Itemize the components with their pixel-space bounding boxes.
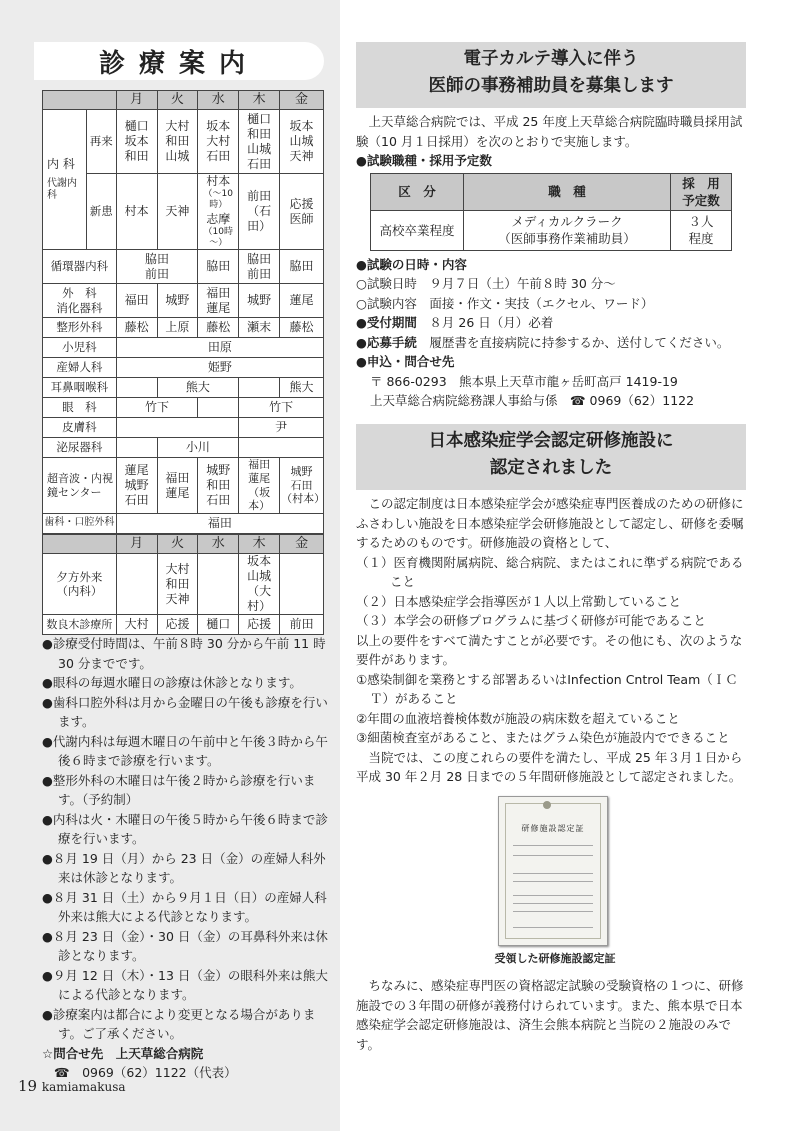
note-item: ●診療受付時間は、午前８時 30 分から午前 11 時 30 分までです。	[42, 636, 326, 671]
doctor-cell	[116, 418, 239, 438]
doctor-cell: 福田	[116, 514, 323, 534]
doctor-cell: 前田	[280, 615, 324, 635]
day-header: 月	[116, 535, 157, 554]
certificate-line	[513, 927, 593, 928]
job-type-heading: ●試験職種・採用予定数	[356, 153, 492, 168]
dept-label: 内 科	[47, 156, 75, 171]
note-item: ●９月 12 日（木）・13 日（金）の眼科外来は熊大による代診となります。	[42, 967, 328, 1002]
dept-label: 数良木診療所	[43, 615, 117, 635]
doctor-cell: 蓮尾 城野 石田	[116, 458, 157, 514]
doctor-cell: 応援 医師	[280, 174, 324, 250]
certificate-line	[513, 855, 593, 856]
doctor-cell: 田原	[116, 338, 323, 358]
exam-content: ○試験内容 面接・作文・実技（エクセル、ワード）	[356, 295, 654, 311]
doctor-cell	[280, 554, 324, 615]
doctor-cell: 尹	[239, 418, 324, 438]
doctor-cell	[198, 554, 239, 615]
doctor-cell: 城野	[239, 284, 280, 318]
notes-list	[42, 634, 332, 1083]
note-item: ●眼科の毎週水曜日の診療は休診となります。	[42, 675, 302, 690]
certificate-title: 研修施設認定証	[521, 824, 585, 833]
visit-type: 再来	[86, 110, 116, 174]
requirement-item: （１）医育機関附属病院、総合病院、またはこれに準ずる病院であること	[356, 554, 744, 589]
dept-label-line: 夕方外来	[56, 569, 103, 584]
recruit-section	[356, 112, 746, 411]
doctor-cell: 竹下	[116, 398, 198, 418]
day-header: 木	[239, 535, 280, 554]
magazine-name: kamiamakusa	[41, 1080, 126, 1094]
table-row	[43, 110, 324, 174]
dept-label: 代謝内科	[47, 177, 77, 201]
certificate-line	[513, 873, 593, 874]
certificate-line	[513, 911, 593, 912]
note-item: ●８月 31 日（土）から９月１日（日）の産婦人科外来は熊大による代診となります。	[42, 889, 327, 924]
table-row	[43, 438, 324, 458]
doctor-cell: 坂本 大村 石田	[198, 110, 239, 174]
doctor-cell: 城野 石田 （村本）	[280, 458, 324, 514]
note-item: ●整形外科の木曜日は午後２時から診療を行います。（予約制）	[42, 772, 316, 807]
doctor-cell: 熊大	[280, 378, 324, 398]
job-header: 職 種	[464, 173, 671, 210]
dept-label	[43, 554, 117, 615]
dept-label: 超音波・内視鏡センター	[43, 458, 117, 514]
procedure-label: ●応募手続	[356, 334, 417, 350]
corner-cell	[43, 91, 117, 110]
other-requirement: ①感染制御を業務とする部署あるいはInfection Cntrol Team（ＩＣＴ）があること	[356, 671, 738, 706]
doctor-cell: 福田 蓮尾	[157, 458, 198, 514]
dept-label: 眼 科	[43, 398, 117, 418]
dept-label-line: （内科）	[56, 584, 103, 598]
doctor-cell: 小川	[157, 438, 239, 458]
dept-label: 皮膚科	[43, 418, 117, 438]
doctor-cell	[198, 174, 239, 250]
page-number	[18, 1077, 126, 1095]
doctor-cell: 坂本 山城 （大村）	[239, 554, 280, 615]
dept-naika	[43, 110, 87, 250]
doctor-cell: 大村 和田 天神	[157, 554, 198, 615]
procedure-value: 履歴書を直接病院に持参するか、送付してください。	[416, 334, 730, 350]
table-row	[43, 535, 324, 554]
contact-dept: 上天草総合病院総務課人事給与係 ☎ 0969（62）1122	[370, 393, 695, 408]
application-procedure	[356, 333, 746, 353]
time-note: （10時～）	[203, 226, 233, 248]
doctor-cell	[239, 378, 280, 398]
day-header: 木	[239, 91, 280, 110]
contact-tel: ☎ 0969（62）1122（代表）	[54, 1065, 237, 1080]
certificate-line	[513, 903, 593, 904]
note-item: ●診療案内は都合により変更となる場合があります。ご了承ください。	[42, 1006, 316, 1041]
certificate-line	[513, 881, 593, 882]
table-row	[43, 398, 324, 418]
doctor-cell: 城野 和田 石田	[198, 458, 239, 514]
requirement-item: （３）本学会の研修プログラムに基づく研修が可能であること	[356, 613, 706, 628]
dept-label: 整形外科	[43, 318, 117, 338]
doctor-cell: 藤松	[116, 318, 157, 338]
table-row	[43, 615, 324, 635]
heading-line: 医師の事務補助員を募集します	[428, 76, 674, 96]
doctor-cell: 熊大	[157, 378, 239, 398]
doctor-cell: 天神	[157, 174, 198, 250]
dept-label: 産婦人科	[43, 358, 117, 378]
doctor-cell: 藤松	[280, 318, 324, 338]
day-header: 月	[116, 91, 157, 110]
schedule-heading: ●試験の日時・内容	[356, 256, 467, 272]
table-row	[43, 458, 324, 514]
note-item: ●内科は火・木曜日の午後５時から午後６時まで診療を行います。	[42, 811, 328, 846]
table-row	[43, 284, 324, 318]
doctor-cell: 樋口	[198, 615, 239, 635]
job-cell: 高校卒業程度	[371, 210, 464, 250]
page-number-value: 19	[18, 1077, 38, 1095]
doctor-cell: 坂本 山城 天神	[280, 110, 324, 174]
doctor-name: 村本	[206, 174, 231, 188]
certification-section	[356, 494, 746, 787]
note-item: ●歯科口腔外科は月から金曜日の午後も診療を行います。	[42, 694, 328, 729]
closing-text: ちなみに、感染症専門医の資格認定試験の受験資格の１つに、研修施設での３年間の研修が義務付けられています。また、熊本県で日本感染症学会認定研修施設は、済生会熊本病院と当院の２施設のみです。	[356, 978, 744, 1052]
doctor-cell: 福田 蓮尾 （坂本）	[239, 458, 280, 514]
job-cell: メディカルクラーク （医師事務作業補助員）	[464, 210, 671, 250]
note-item: ●代謝内科は毎週木曜日の午前中と午後３時から午後６時まで診療を行います。	[42, 733, 328, 768]
visit-type: 新患	[86, 174, 116, 250]
contact-address: 〒 866-0293 熊本県上天草市龍ヶ岳町高戸 1419-19	[370, 373, 678, 389]
job-header: 採 用 予定数	[671, 173, 732, 210]
certification-heading	[356, 424, 746, 490]
table-row	[43, 514, 324, 534]
reception-value: ８月 26 日（月）必着	[416, 315, 554, 330]
dept-label: 循環器内科	[43, 250, 117, 284]
reception-label: ●受付期間	[356, 315, 417, 330]
doctor-cell: 姫野	[116, 358, 323, 378]
cert-result: 当院では、この度これらの要件を満たし、平成 25 年３月１日から平成 30 年２月 28 日までの５年間研修施設として認定されました。	[356, 749, 743, 784]
doctor-cell: 村本	[116, 174, 157, 250]
recruit-intro: 上天草総合病院では、平成 25 年度上天草総合病院臨時職員採用試験（10 月１日採用）を次のとおりで実施します。	[356, 114, 743, 149]
day-header: 水	[198, 91, 239, 110]
dept-label: 歯科・口腔外科	[43, 514, 117, 534]
table-row	[371, 173, 732, 210]
doctor-cell	[116, 378, 157, 398]
doctor-cell: 上原	[157, 318, 198, 338]
dept-label-line: 消化器科	[56, 300, 103, 315]
page-title: 診療案内	[34, 42, 324, 80]
job-table	[370, 173, 732, 251]
other-requirement: ③細菌検査室があること、またはグラム染色が施設内でできること	[356, 730, 730, 745]
heading-line: 認定されました	[489, 458, 613, 478]
dept-label: 小児科	[43, 338, 117, 358]
certificate-image	[498, 796, 608, 946]
certificate-line	[513, 895, 593, 896]
cert-mid: 以上の要件をすべて満たすことが必要です。その他にも、次のような要件があります。	[356, 632, 743, 667]
note-item: ●８月 19 日（月）から 23 日（金）の産婦人科外来は休診となります。	[42, 850, 326, 885]
doctor-cell	[239, 438, 324, 458]
table-row	[43, 358, 324, 378]
reception-period	[356, 313, 746, 333]
doctor-cell: 福田 蓮尾	[198, 284, 239, 318]
doctor-cell: 藤松	[198, 318, 239, 338]
doctor-cell: 城野	[157, 284, 198, 318]
doctor-name: 志摩	[206, 211, 231, 226]
doctor-cell	[116, 554, 157, 615]
day-header: 金	[280, 535, 324, 554]
doctor-cell: 前田 （石田）	[239, 174, 280, 250]
heading-line: 日本感染症学会認定研修施設に	[428, 431, 674, 451]
closing-paragraph	[356, 976, 746, 1054]
table-row	[43, 250, 324, 284]
schedule-table	[42, 90, 324, 534]
doctor-cell: 脇田	[198, 250, 239, 284]
exam-date: ○試験日時 ９月７日（土）午前８時 30 分～	[356, 276, 616, 291]
seal-icon	[543, 801, 551, 809]
job-cell: ３人 程度	[671, 210, 732, 250]
day-header: 水	[198, 535, 239, 554]
table-row	[43, 91, 324, 110]
heading-line: 電子カルテ導入に伴う	[463, 49, 639, 69]
doctor-cell	[116, 438, 157, 458]
doctor-cell: 竹下	[239, 398, 324, 418]
job-header: 区 分	[371, 173, 464, 210]
table-row	[43, 554, 324, 615]
evening-schedule-table	[42, 534, 324, 635]
other-requirement: ②年間の血液培養検体数が施設の病床数を超えていること	[356, 710, 680, 726]
contact-label: ☆問合せ先 上天草総合病院	[42, 1045, 204, 1061]
table-row	[371, 210, 732, 250]
time-note: （～10時）	[203, 189, 233, 211]
doctor-cell: 樋口 和田 山城 石田	[239, 110, 280, 174]
dept-label-line: 外 科	[62, 286, 97, 301]
table-row	[43, 418, 324, 438]
day-header: 火	[157, 535, 198, 554]
doctor-cell: 脇田	[280, 250, 324, 284]
day-header: 火	[157, 91, 198, 110]
doctor-cell: 蓮尾	[280, 284, 324, 318]
doctor-cell	[198, 398, 239, 418]
doctor-cell: 脇田 前田	[116, 250, 198, 284]
doctor-cell: 大村	[116, 615, 157, 635]
contact-heading: ●申込・問合せ先	[356, 354, 455, 369]
requirement-item: （２）日本感染症学会指導医が１人以上常勤していること	[356, 593, 682, 609]
dept-label: 泌尿器科	[43, 438, 117, 458]
doctor-cell: 福田	[116, 284, 157, 318]
doctor-cell: 応援	[157, 615, 198, 635]
doctor-cell: 樋口 坂本 和田	[116, 110, 157, 174]
table-row	[43, 338, 324, 358]
dept-label: 耳鼻咽喉科	[43, 378, 117, 398]
day-header: 金	[280, 91, 324, 110]
cert-intro: この認定制度は日本感染症学会が感染症専門医養成のための研修にふさわしい施設を日本感染症学会研修施設として認定し、研修を委嘱するためのものです。研修施設の資格として、	[356, 496, 744, 550]
dept-label	[43, 284, 117, 318]
certificate-caption: 受領した研修施設認定証	[494, 952, 616, 965]
corner-cell	[43, 535, 117, 554]
doctor-cell: 瀬末	[239, 318, 280, 338]
doctor-cell: 応援	[239, 615, 280, 635]
doctor-cell: 脇田 前田	[239, 250, 280, 284]
note-item: ●８月 23 日（金）・30 日（金）の耳鼻科外来は休診となります。	[42, 928, 328, 963]
table-row	[43, 318, 324, 338]
table-row	[43, 378, 324, 398]
doctor-cell: 大村 和田 山城	[157, 110, 198, 174]
certificate-line	[513, 845, 593, 846]
recruit-heading	[356, 42, 746, 108]
